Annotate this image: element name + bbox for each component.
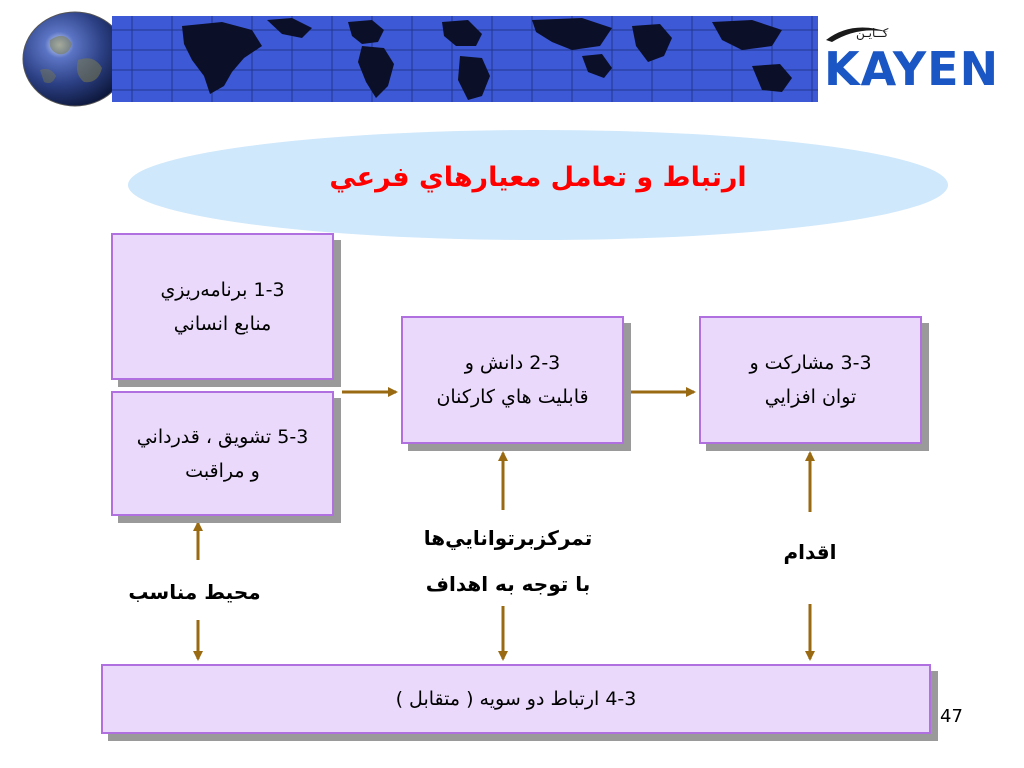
label-action: اقدام xyxy=(783,540,837,564)
box-knowledge xyxy=(401,316,624,444)
box-knowledge-line2: قابليت هاي كاركنان xyxy=(436,386,589,408)
box-motivation xyxy=(111,391,334,516)
box-participation xyxy=(699,316,922,444)
box-planning-line1: 1-3 برنامه‌ريزي xyxy=(160,278,285,301)
label-focus-line1: تمركزبرتوانايي‌ها xyxy=(423,526,593,550)
label-environment: محيط مناسب xyxy=(128,580,261,604)
box-communication-line1: 4-3 ارتباط دو سويه ( متقابل ) xyxy=(395,688,637,710)
label-focus-line2: با توجه به اهداف xyxy=(425,572,591,596)
header-banner xyxy=(112,16,818,102)
logo-text: KAYEN xyxy=(824,42,1000,96)
box-participation-line2: توان افزايي xyxy=(764,386,857,408)
logo-persian-text: كــايـن xyxy=(856,26,889,40)
kayen-logo xyxy=(820,14,1006,102)
world-map-graphic xyxy=(112,16,818,102)
slide-title: ارتباط و تعامل معيارهاي فرعي xyxy=(329,162,747,193)
box-participation-line1: 3-3 مشاركت و xyxy=(749,352,872,374)
box-motivation-line1: 5-3 تشويق ، قدرداني xyxy=(136,425,309,448)
box-motivation-line2: و مراقبت xyxy=(185,459,260,482)
box-communication xyxy=(101,664,931,734)
page-number: 47 xyxy=(940,706,963,727)
box-planning xyxy=(111,233,334,380)
box-planning-line2: منابع انساني xyxy=(173,312,272,335)
box-knowledge-line1: 2-3 دانش و xyxy=(464,352,561,374)
